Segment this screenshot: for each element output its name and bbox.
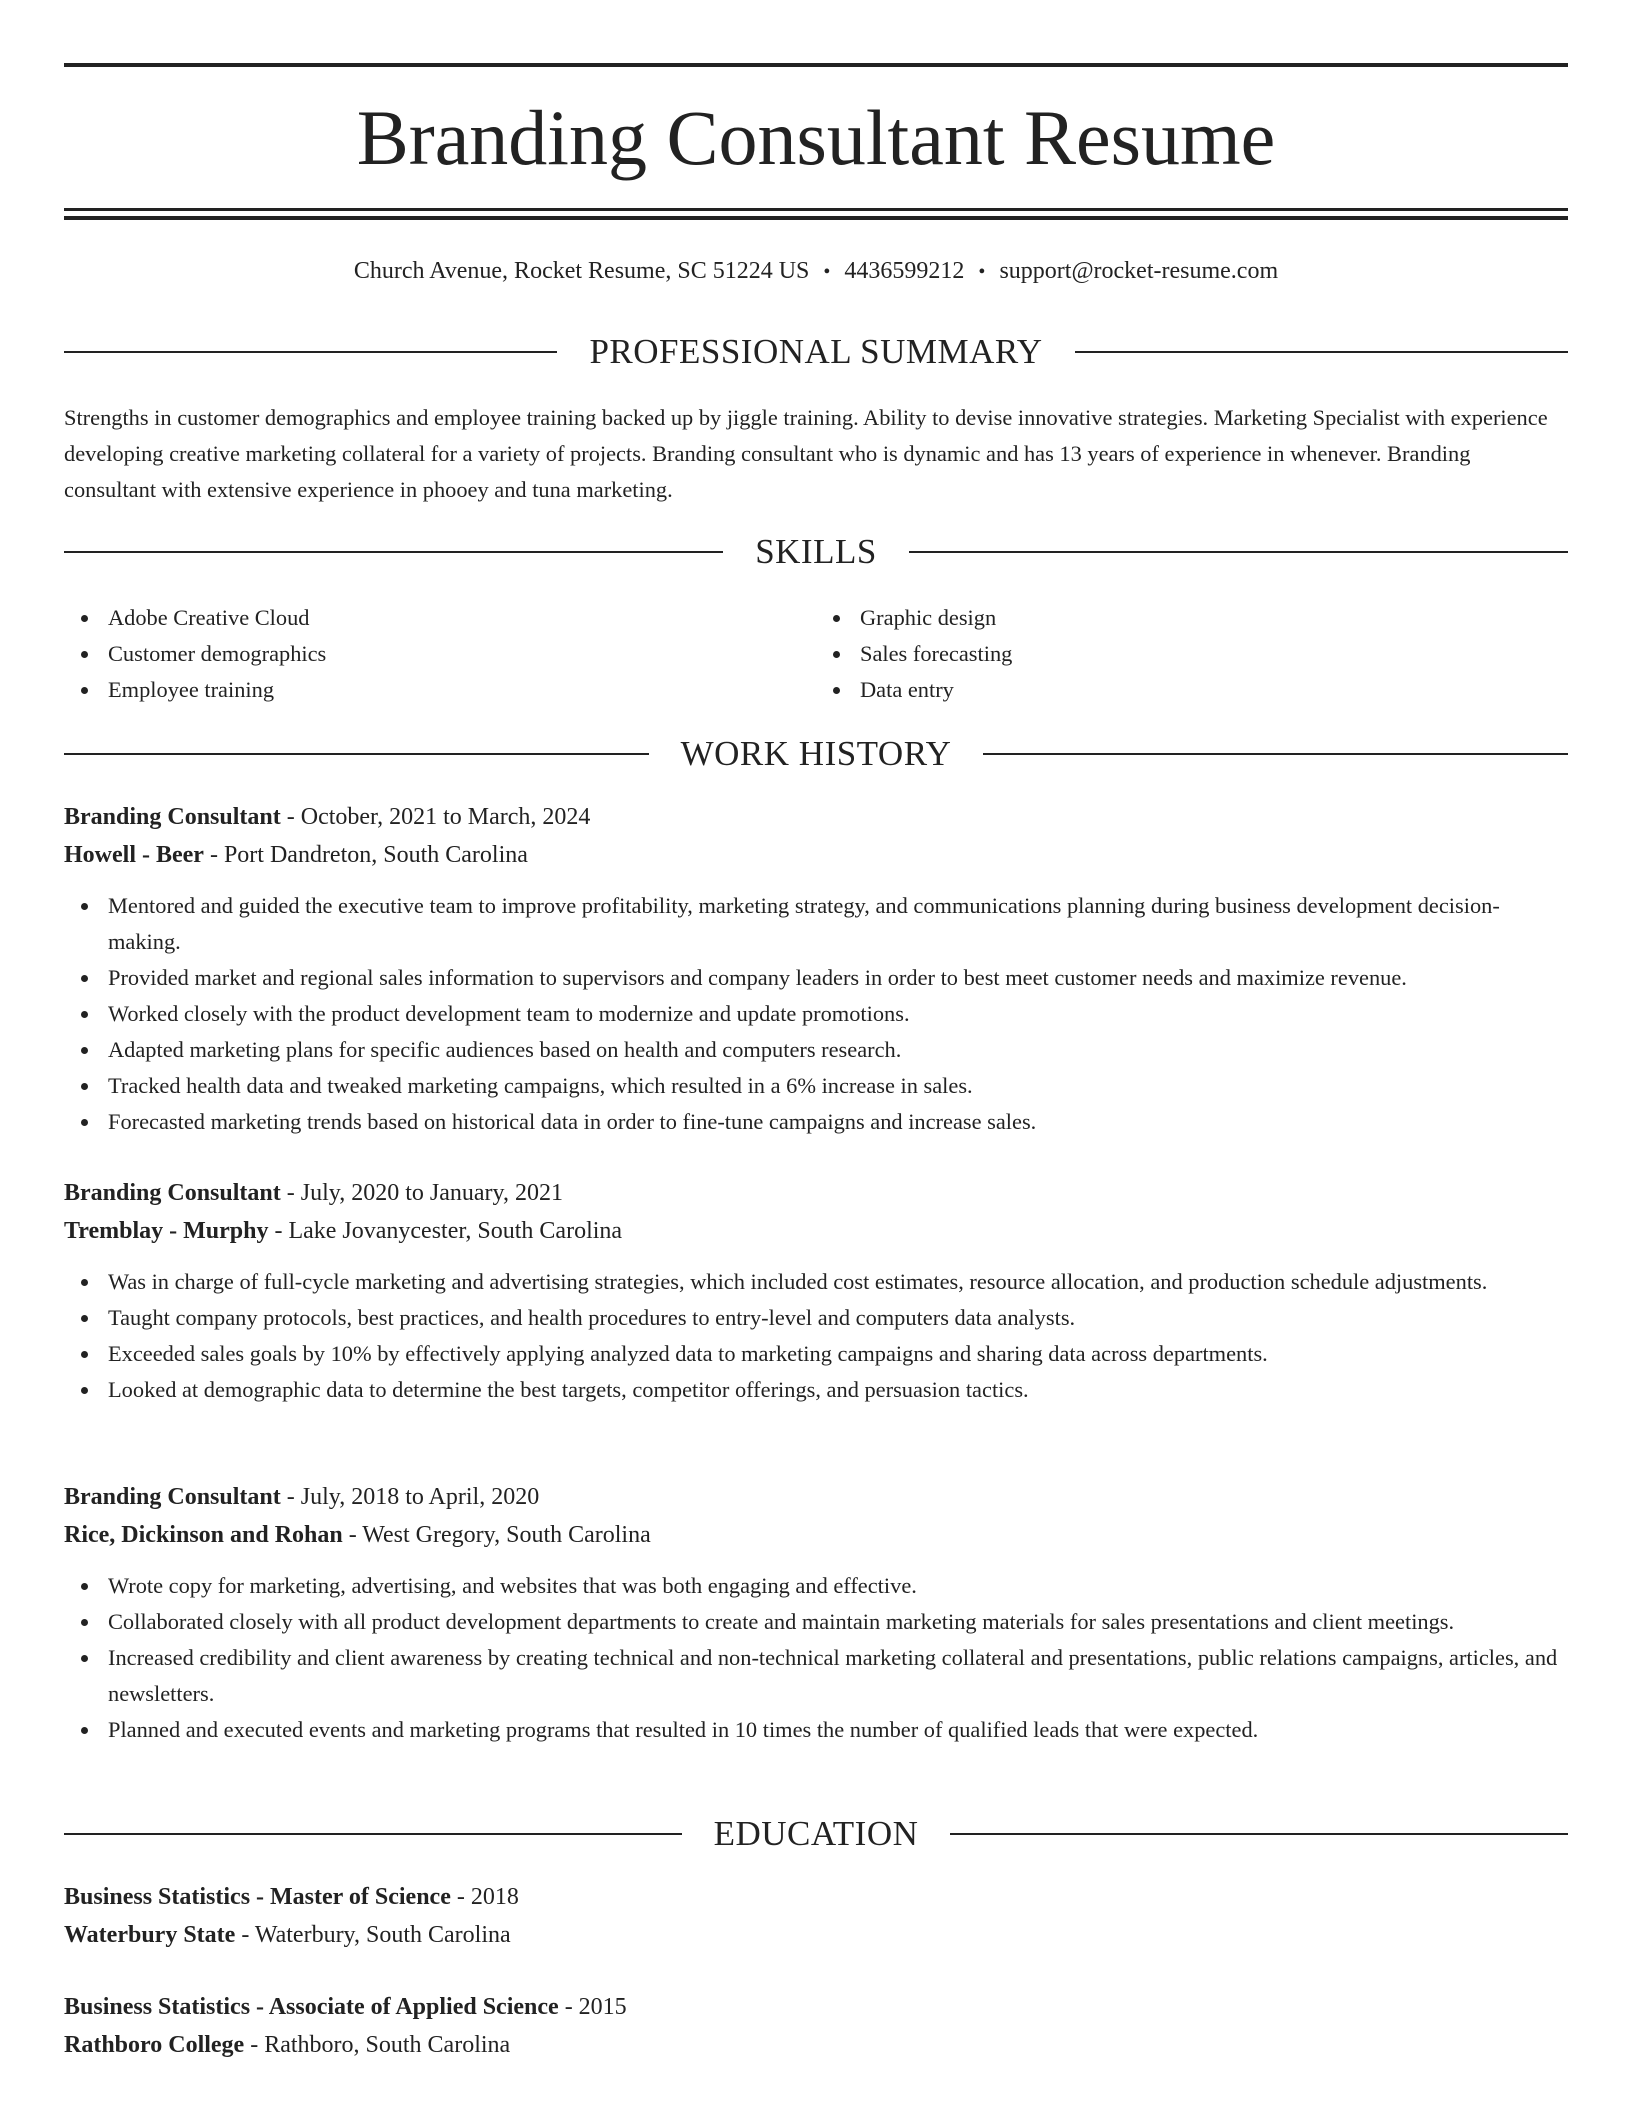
- job-bullet: Adapted marketing plans for specific audiences based on health and computers research.: [64, 1032, 1568, 1068]
- education-degree-row: [64, 1988, 1568, 2026]
- section-title-work: WORK HISTORY: [680, 734, 952, 773]
- skills-column-right: [816, 600, 1568, 708]
- job-bullet: Planned and executed events and marketing programs that resulted in 10 times the number of qualified leads that were expected.: [64, 1712, 1568, 1748]
- top-rule: [64, 63, 1568, 67]
- section-title-skills: SKILLS: [755, 532, 877, 571]
- summary-text: Strengths in customer demographics and employee training backed up by jiggle training. Ability to devise innovative strategies. Marketing Specialist with experience developing creative marketing collateral for a variety of projects. Branding consultant who is dynamic and has 13 years of experience in whenever. Branding consultant with extensive experience in phooey and tuna marketing.: [64, 405, 1548, 502]
- education-year: - 2015: [558, 1994, 627, 2020]
- job-bullets: [64, 888, 1568, 1140]
- job-company-row: [64, 1516, 1568, 1554]
- education-school-row: [64, 2026, 1568, 2064]
- contact-line: [64, 256, 1568, 287]
- job-bullet: Increased credibility and client awareness by creating technical and non-technical marketing collateral and presentations, public relations campaigns, articles, and newsletters.: [64, 1640, 1568, 1712]
- skill-item: Data entry: [816, 672, 1568, 708]
- contact-separator: •: [978, 261, 986, 283]
- job-entry: [64, 1174, 1568, 1408]
- job-bullet: Collaborated closely with all product development departments to create and maintain marketing materials for sales presentations and client meetings.: [64, 1604, 1568, 1640]
- job-dates: - July, 2020 to January, 2021: [280, 1180, 563, 1206]
- education-degree-row: [64, 1878, 1568, 1916]
- contact-phone: 4436599212: [844, 258, 965, 284]
- job-location: - West Gregory, South Carolina: [342, 1522, 651, 1548]
- job-location: - Lake Jovanycester, South Carolina: [268, 1218, 623, 1244]
- section-header-work: [64, 734, 1568, 774]
- job-title-row: [64, 798, 1568, 836]
- job-company-row: [64, 1212, 1568, 1250]
- education-school: Waterbury State: [64, 1922, 236, 1948]
- skills-list: [64, 600, 1568, 708]
- job-bullet: Looked at demographic data to determine the best targets, competitor offerings, and persuasion tactics.: [64, 1372, 1568, 1408]
- job-dates: - October, 2021 to March, 2024: [280, 804, 591, 830]
- contact-email: support@rocket-resume.com: [999, 258, 1279, 284]
- job-bullet: Wrote copy for marketing, advertising, and websites that was both engaging and effective.: [64, 1568, 1568, 1604]
- job-title: Branding Consultant: [64, 1484, 281, 1510]
- job-entry: [64, 798, 1568, 1140]
- job-bullet: Mentored and guided the executive team to improve profitability, marketing strategy, and communications planning during business development decision-making.: [64, 888, 1568, 960]
- section-header-summary: [64, 332, 1568, 372]
- skill-item: Customer demographics: [64, 636, 816, 672]
- job-title: Branding Consultant: [64, 804, 281, 830]
- job-title-row: [64, 1478, 1568, 1516]
- education-entry: [64, 1988, 1568, 2064]
- job-company: Rice, Dickinson and Rohan: [64, 1522, 343, 1548]
- education-degree: Business Statistics - Master of Science: [64, 1884, 451, 1910]
- job-bullet: Exceeded sales goals by 10% by effectively applying analyzed data to marketing campaigns and sharing data across departments.: [64, 1336, 1568, 1372]
- section-title-summary: PROFESSIONAL SUMMARY: [589, 332, 1043, 371]
- education-location: - Rathboro, South Carolina: [244, 2032, 511, 2058]
- job-company-row: [64, 836, 1568, 874]
- skill-item: Adobe Creative Cloud: [64, 600, 816, 636]
- job-bullet: Forecasted marketing trends based on historical data in order to fine-tune campaigns and increase sales.: [64, 1104, 1568, 1140]
- job-title: Branding Consultant: [64, 1180, 281, 1206]
- job-bullet: Was in charge of full-cycle marketing and advertising strategies, which included cost estimates, resource allocation, and production schedule adjustments.: [64, 1264, 1568, 1300]
- section-title-education: EDUCATION: [713, 1814, 919, 1853]
- skill-item: Graphic design: [816, 600, 1568, 636]
- section-header-skills: [64, 532, 1568, 572]
- job-bullets: [64, 1264, 1568, 1408]
- skills-column-left: [64, 600, 816, 708]
- skill-item: Sales forecasting: [816, 636, 1568, 672]
- job-location: - Port Dandreton, South Carolina: [203, 842, 528, 868]
- resume-title: Branding Consultant Resume: [356, 94, 1276, 181]
- education-school-row: [64, 1916, 1568, 1954]
- job-bullet: Taught company protocols, best practices, and health procedures to entry-level and computers data analysts.: [64, 1300, 1568, 1336]
- job-company: Howell - Beer: [64, 842, 204, 868]
- section-header-education: [64, 1814, 1568, 1854]
- contact-address: Church Avenue, Rocket Resume, SC 51224 US: [353, 258, 810, 284]
- job-bullets: [64, 1568, 1568, 1748]
- education-year: - 2018: [450, 1884, 519, 1910]
- job-dates: - July, 2018 to April, 2020: [280, 1484, 540, 1510]
- job-company: Tremblay - Murphy: [64, 1218, 269, 1244]
- contact-separator: •: [823, 261, 831, 283]
- education-degree: Business Statistics - Associate of Applied Science: [64, 1994, 559, 2020]
- skill-item: Employee training: [64, 672, 816, 708]
- job-title-row: [64, 1174, 1568, 1212]
- education-school: Rathboro College: [64, 2032, 245, 2058]
- title-double-rule: [64, 208, 1568, 220]
- education-entry: [64, 1878, 1568, 1954]
- job-bullet: Tracked health data and tweaked marketing campaigns, which resulted in a 6% increase in sales.: [64, 1068, 1568, 1104]
- education-location: - Waterbury, South Carolina: [235, 1922, 511, 1948]
- job-bullet: Worked closely with the product development team to modernize and update promotions.: [64, 996, 1568, 1032]
- job-entry: [64, 1478, 1568, 1748]
- job-bullet: Provided market and regional sales information to supervisors and company leaders in order to best meet customer needs and maximize revenue.: [64, 960, 1568, 996]
